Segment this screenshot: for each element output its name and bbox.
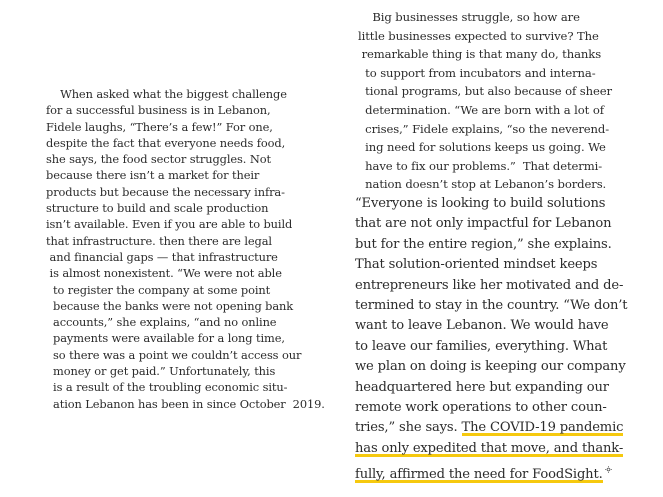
text-line: so there was a point we couldn’t access our <box>46 347 302 362</box>
text-line: That solution-oriented mindset keeps <box>355 257 598 273</box>
text-segment: tries,” she says. <box>355 420 462 436</box>
text-line: “Everyone is looking to build solutions <box>355 196 606 211</box>
text-line: products but because the necessary infra- <box>46 184 285 199</box>
text-line: ation Lebanon has been in since October 2019. <box>46 396 325 411</box>
text-line-with-highlight <box>355 418 630 438</box>
text-line: determination. “We are born with a lot of <box>358 102 604 117</box>
highlighted-text: fully, affirmed the need for FoodSight. <box>355 466 603 482</box>
text-line-highlighted <box>355 459 630 485</box>
text-line: Big businesses struggle, so how are <box>358 10 580 24</box>
text-line: is a result of the troubling economic situ- <box>46 380 288 395</box>
text-line: and financial gaps — that infrastructure <box>46 249 278 264</box>
text-line: remarkable thing is that many do, thanks <box>358 47 602 62</box>
text-line: because the banks were not opening bank <box>46 298 294 313</box>
text-line: but for the entire region,” she explains. <box>355 236 612 252</box>
text-line-highlighted <box>355 439 630 459</box>
text-line: nation doesn’t stop at Lebanon’s borders. <box>358 177 607 192</box>
right-column-top-text <box>358 8 620 194</box>
text-line: have to fix our problems.” That determi- <box>358 158 603 173</box>
highlighted-text: has only expedited that move, and thank- <box>355 440 624 456</box>
text-line: to support from incubators and interna- <box>358 65 596 80</box>
text-line: structure to build and scale production <box>46 201 269 216</box>
text-line: payments were available for a long time, <box>46 331 285 346</box>
text-line: termined to stay in the country. “We don’t <box>355 298 628 314</box>
text-line: to register the company at some point <box>46 282 271 297</box>
text-line: is almost nonexistent. “We were not able <box>46 266 282 281</box>
text-line: despite the fact that everyone needs food, <box>46 135 286 150</box>
text-line: to leave our families, everything. What <box>355 338 608 354</box>
text-line: that infrastructure. then there are legal <box>46 233 272 248</box>
text-line: that are not only impactful for Lebanon <box>355 216 612 232</box>
text-line: entrepreneurs like her motivated and de- <box>355 277 624 293</box>
text-line: remote work operations to other coun- <box>355 400 607 416</box>
text-line: tional programs, but also because of sheer <box>358 84 612 99</box>
text-line: we plan on doing is keeping our company <box>355 359 626 375</box>
text-line: isn’t available. Even if you are able to build <box>46 217 293 232</box>
sun-ornament-icon <box>605 460 612 467</box>
text-line: crises,” Fidele explains, “so the neverend- <box>358 121 610 136</box>
text-line: she says, the food sector struggles. Not <box>46 152 271 167</box>
text-line: accounts,” she explains, “and no online <box>46 315 277 330</box>
text-line: want to leave Lebanon. We would have <box>355 318 609 334</box>
text-line: because there isn’t a market for their <box>46 168 260 183</box>
text-line: When asked what the biggest challenge <box>46 87 287 101</box>
text-line: for a successful business is in Lebanon, <box>46 103 271 118</box>
text-line: money or get paid.” Unfortunately, this <box>46 364 276 379</box>
text-line: headquartered here but expanding our <box>355 379 609 395</box>
left-column-text <box>46 86 325 412</box>
right-column-bottom-text <box>355 194 630 485</box>
text-line: little businesses expected to survive? The <box>358 28 599 43</box>
text-line: Fidele laughs, “There’s a few!” For one, <box>46 119 273 134</box>
highlighted-text: The COVID-19 pandemic <box>461 420 624 436</box>
text-line: ing need for solutions keeps us going. We <box>358 140 606 155</box>
